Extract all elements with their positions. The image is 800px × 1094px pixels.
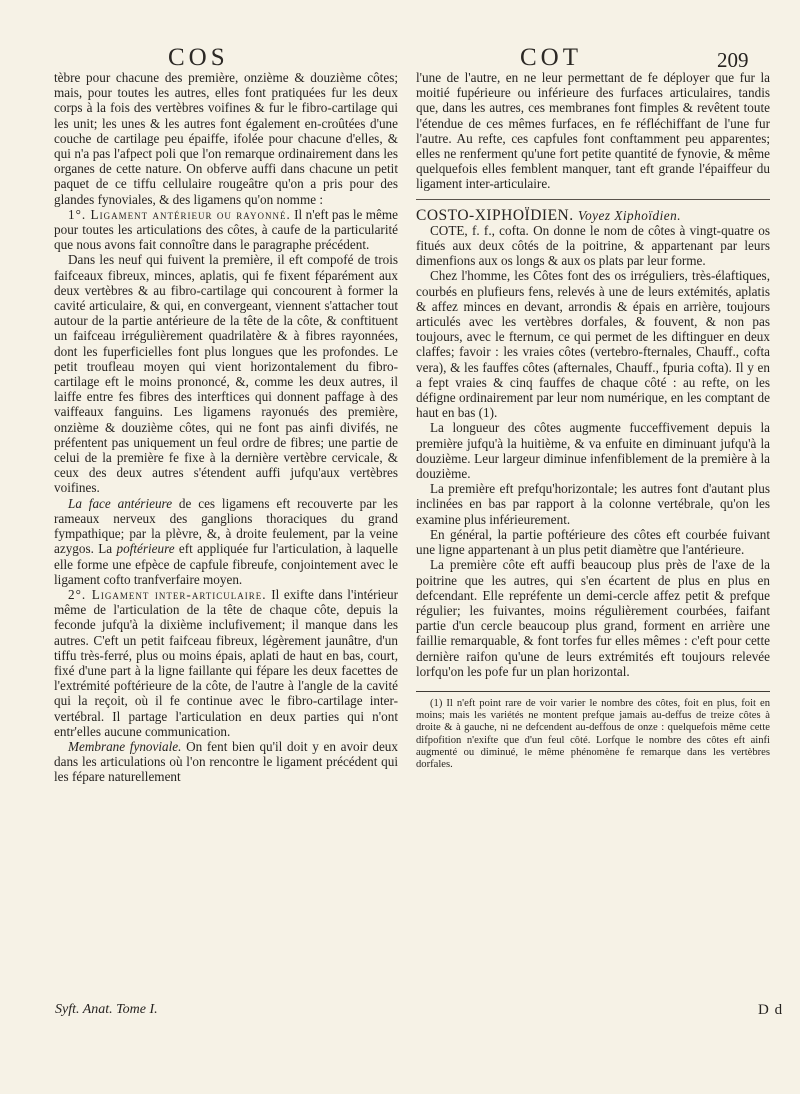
- right-paragraph-4: La longueur des côtes augmente fucceffivement depuis la première jufqu'à la huitième, & va enfuite en diminuant jufqu'à la douzième. Leur largeur diminue infenfiblement de la première à la douzième.: [416, 420, 770, 482]
- signature-mark: D d: [758, 1002, 784, 1018]
- left-paragraph-4: [54, 496, 398, 587]
- right-paragraph-5: La première eft prefqu'horizontale; les autres font d'autant plus inclinées en bas par rapport à la colonne vertébrale, qu'on les examine plus inférieurement.: [416, 481, 770, 527]
- right-paragraph-6: En général, la partie poftérieure des côtes eft courbée fuivant une ligne appartenant à un plus petit diamètre que l'antérieure.: [416, 526, 770, 558]
- membrane-synoviale-heading: Membrane fynoviale.: [68, 738, 182, 754]
- footnote: (1) Il n'eft point rare de voir varier le nombre des côtes, foit en plus, foit en moins; mais les variétés ne montent prefque jamais au-deffus de treize côtes à droite & à gauche, ni ne defcendent au-deffous de onze : quelquefois même cette difpofition n'exifte que d'un feul côté. Lorfque le nombre des côtes eft ainfi augmenté ou diminué, le même phénomène fe remarque dans les vertèbres dorfales.: [416, 697, 770, 770]
- left-paragraph-2: [54, 207, 398, 253]
- right-paragraph-3: Chez l'homme, les Côtes font des os irréguliers, très-élaftiques, courbés en plufieurs fens, relevés à une de leurs extémités, aplatis & affez minces en devant, arrondis & épais en arrière, toujours articulés avec les vertèbres dorfales, & fouvent, & non pas toujours, avec le fternum, ce qui permet de les diftinguer en deux claffes; favoir : les vraies côtes (vertebro-fternales, Chauff., cofta vera), & les fauffes côtes (afternales, Chauff., fpuria cofta). Il y en a fept vraies & cinq fauffes de chaque côté : au refte, on les défigne ordinairement par leur nom numérique, en les comptant de haut en bas (1).: [416, 268, 770, 421]
- footnote-rule: [416, 691, 770, 692]
- entry-headword: [416, 208, 770, 223]
- headword-costo-xiphoidien: COSTO-XIPHOÏDIEN.: [416, 206, 574, 224]
- running-head-left: COS: [168, 44, 229, 71]
- left-paragraph-3: Dans les neuf qui fuivent la première, il eft compofé de trois faifceaux fibreux, minces, aplatis, qui fe fixent féparément aux deux vertèbres & au fibro-cartilage qui concourent à former la cavité articulaire, & qui, en convergeant, viennent s'attacher tout autour de la partie antérieure de la tête de la côte, & conftituent un faifceau irrégulièrement quadrilatère & à fibres rayonnées, dont les fuperficielles font plus longues que les profondes. Le petit troufleau moyen qui vient horizontalement du fibro-cartilage eft le moins prononcé, &, comme les deux autres, il laiffe entre fes fibres des interftices qui donnent paffage à des vaiffeaux fanguins. Les ligamens rayonués des première, onzième & douzième côtes, qui ne font pas ainfi divifés, ne préfentent pas uniquement un feul ordre de fibres; une partie de celui de la première fe fixe à la dernière vertèbre cervicale, & ceux des deux autres s'étendent auffi jufqu'aux vertèbres voifines.: [54, 252, 398, 496]
- left-paragraph-2-text: Il n'eft pas le même pour toutes les articulations des côtes, à caufe de la particularité que nous avons fait connoître dans le paragraphe précédent.: [54, 206, 398, 253]
- left-paragraph-4-end: eft appliquée fur l'articulation, à laquelle elle forme une efpèce de capfule fibreufe, conjointement avec le ligament cofto tranfverfaire moyen.: [54, 541, 399, 587]
- entry-divider: [416, 199, 770, 200]
- posterieure-label: poftérieure: [116, 541, 175, 557]
- right-column: [416, 70, 770, 771]
- signature-left: Syft. Anat. Tome I.: [55, 1002, 158, 1017]
- ligament-anterieur-heading: 1°. Ligament antérieur ou rayonné.: [68, 206, 291, 222]
- right-paragraph-7: La première côte eft auffi beaucoup plus près de l'axe de la poitrine que les autres, qui s'en écartent de plus en plus en defcendant. Elle repréfente un demi-cercle affez petit & prefque régulier; les fuivantes, moins régulièrement courbées, faifant partie d'un cercle beaucoup plus grand, forment en arrière une faillie remarquable, & font torfes fur elles mêmes : c'eft pour cette dernière raifon qu'une de leurs extrémités eft toujours relevée lorfqu'on les pofe fur un plan horizontal.: [416, 557, 770, 679]
- ligament-inter-articulaire-heading: 2°. Ligament inter-articulaire.: [68, 586, 267, 602]
- face-anterieure-label: La face antérieure: [68, 495, 173, 511]
- left-column: [54, 70, 398, 785]
- right-paragraph-1: l'une de l'autre, en ne leur permettant de fe déployer que fur la moitié fupérieure ou inférieure des furfaces articulaires, tandis que, dans les autres, ces membranes font fimples & revêtent toute l'étendue de ces mêmes furfaces, en fe réfléchiffant de l'une fur l'autre. Au refte, ces capfules font conftamment peu apparentes; elles ne renferment qu'une fort petite quantité de fynovie, & même quelquefois elles femblent manquer, tant eft grande l'épaiffeur du ligament inter-articulaire.: [416, 70, 770, 192]
- left-paragraph-5: [54, 587, 398, 739]
- see-also-reference: Voyez Xiphoïdien.: [578, 207, 681, 223]
- left-paragraph-1: tèbre pour chacune des première, onzième & douzième côtes; mais, pour toutes les autres, elles font pratiquées fur les deux corps à la fois des vertèbres voifines & fur le fibro-cartilage qui les unit; les unes & les autres font également en-croûtées d'une couche de cartilage peu épaiffe, ifolée pour chacune d'elles, & qui n'a pas l'afpect poli que l'on remarque ordinairement dans les organes de cette nature. On obferve auffi dans chacune un petit paquet de ce tiffu cellulaire rougeâtre qu'on a pris pour des glandes fynoviales, & des ligamens qu'on nomme :: [54, 70, 398, 207]
- left-paragraph-5-text: Il exifte dans l'intérieur même de l'articulation de la tête de chaque côte, depuis la feconde jufqu'à la dixième inclufivement; il manque dans les autres. C'eft un petit faifceau fibreux, légèrement jaunâtre, d'un tiffu très-ferré, plus ou moins épais, aplati de haut en bas, court, fixé d'une part à la ligne faillante qui fépare les deux facettes de l'extrémité poftérieure de la côte, de l'autre à l'angle de la cavité qui la reçoit, où il fe continue avec le fibro-cartilage inter-vertébral. Il partage l'articulation en deux parties qui n'ont entr'elles aucune communication.: [54, 586, 398, 739]
- right-paragraph-2: COTE, f. f., cofta. On donne le nom de côtes à vingt-quatre os fitués aux deux côtés de la poitrine, & appartenant par leurs dimenfions aux os longs & aux os plats par leur forme.: [416, 222, 770, 269]
- left-paragraph-6-text: On fent bien qu'il doit y en avoir deux dans les articulations où l'on rencontre le ligament précédent qui les fépare naturellement: [54, 738, 398, 785]
- page-number: 209: [717, 48, 749, 72]
- left-paragraph-4-text: de ces ligamens eft recouverte par les rameaux nerveux des ganglions thoraciques du grand fympathique; par la plèvre, &, à droite feulement, par la veine azygos. La: [54, 495, 399, 557]
- left-paragraph-6: [54, 739, 398, 785]
- running-head-right: COT: [520, 44, 582, 71]
